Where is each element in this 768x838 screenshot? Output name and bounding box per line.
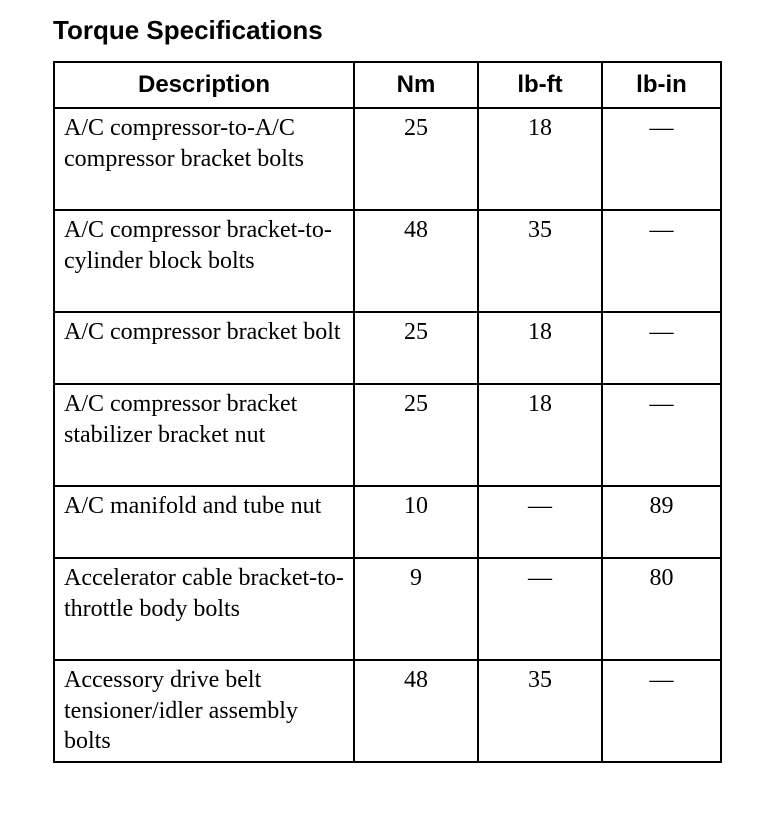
column-header-nm: Nm [354, 62, 478, 108]
column-header-description: Description [54, 62, 354, 108]
lbft-cell: — [478, 486, 602, 558]
lbin-cell: 89 [602, 486, 721, 558]
lbin-cell: 80 [602, 558, 721, 660]
nm-cell: 25 [354, 384, 478, 486]
lbin-cell: — [602, 312, 721, 384]
lbft-cell: 35 [478, 210, 602, 312]
table-row [54, 486, 721, 558]
lbin-cell: — [602, 210, 721, 312]
lbin-cell: — [602, 660, 721, 762]
description-cell: A/C manifold and tube nut [54, 486, 354, 558]
description-cell: A/C compressor bracket bolt [54, 312, 354, 384]
nm-cell: 9 [354, 558, 478, 660]
table-row [54, 108, 721, 210]
lbft-cell: 35 [478, 660, 602, 762]
description-cell: Accessory drive belt tensioner/idler assembly bolts [54, 660, 354, 762]
table-row [54, 312, 721, 384]
torque-spec-table [53, 61, 722, 763]
nm-cell: 48 [354, 660, 478, 762]
table-header-row [54, 62, 721, 108]
description-cell: A/C compressor-to-A/C compressor bracket bolts [54, 108, 354, 210]
table-row [54, 558, 721, 660]
page-title: Torque Specifications [53, 15, 323, 45]
column-header-lbft: lb-ft [478, 62, 602, 108]
description-cell: Accelerator cable bracket-to-throttle body bolts [54, 558, 354, 660]
lbft-cell: 18 [478, 108, 602, 210]
table-row [54, 384, 721, 486]
lbin-cell: — [602, 384, 721, 486]
nm-cell: 25 [354, 108, 478, 210]
column-header-lbin: lb-in [602, 62, 721, 108]
description-cell: A/C compressor bracket stabilizer bracket nut [54, 384, 354, 486]
nm-cell: 48 [354, 210, 478, 312]
lbft-cell: 18 [478, 312, 602, 384]
nm-cell: 25 [354, 312, 478, 384]
lbft-cell: 18 [478, 384, 602, 486]
nm-cell: 10 [354, 486, 478, 558]
table-row [54, 660, 721, 762]
table-row [54, 210, 721, 312]
lbin-cell: — [602, 108, 721, 210]
description-cell: A/C compressor bracket-to-cylinder block bolts [54, 210, 354, 312]
lbft-cell: — [478, 558, 602, 660]
